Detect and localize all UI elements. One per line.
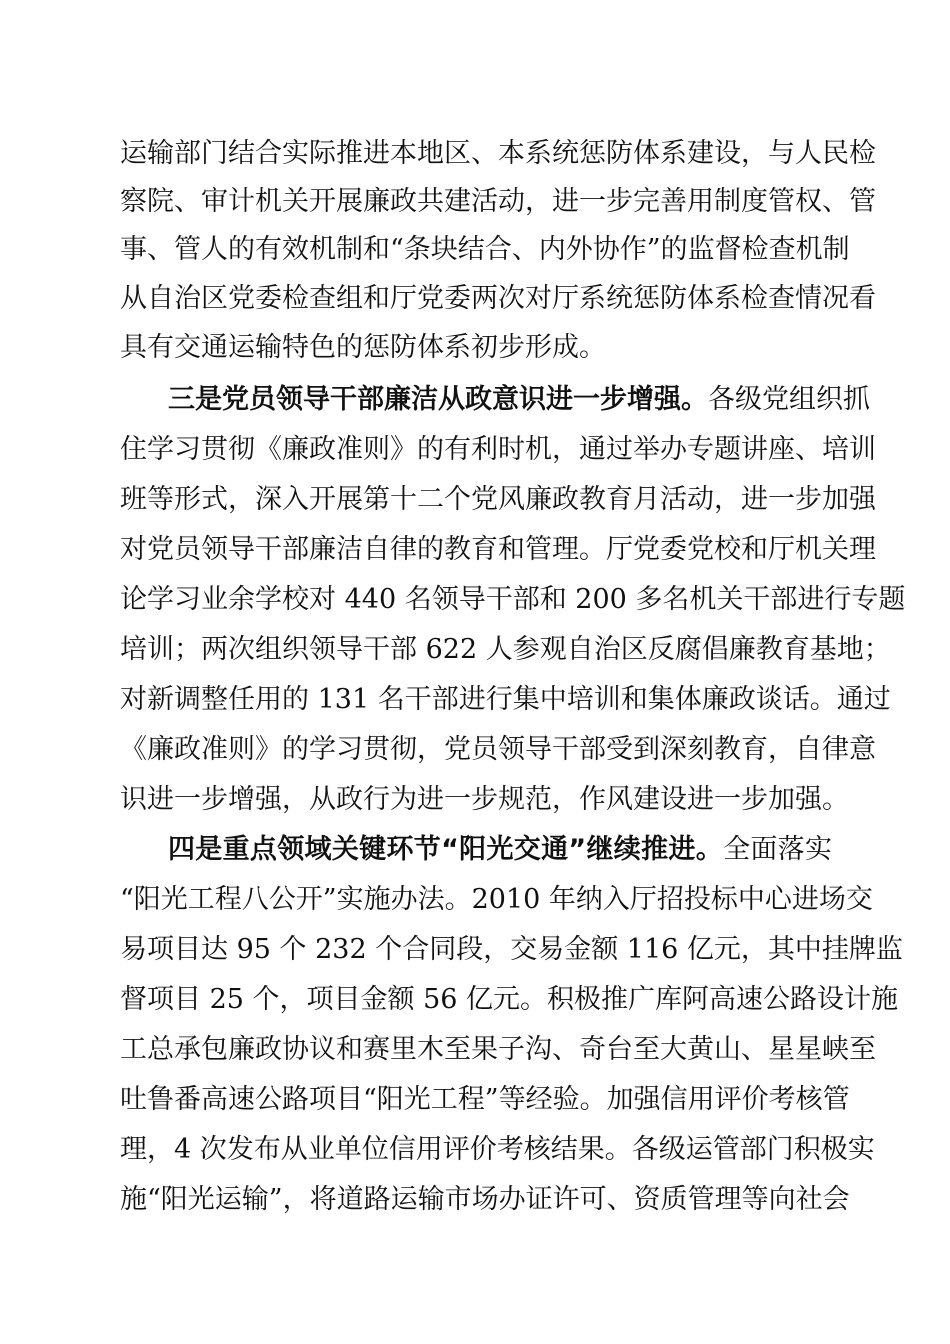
paragraph-line: 吐鲁番高速公路项目“阳光工程”等经验。加强信用评价考核管 (120, 1084, 850, 1115)
paragraph-line: 对党员领导干部廉洁自律的教育和管理。厅党委党校和厅机关理 (120, 534, 876, 565)
paragraph-line: 对新调整任用的 131 名干部进行集中培训和集体廉政谈话。通过 (120, 684, 891, 715)
paragraph-line: 易项目达 95 个 232 个合同段，交易金额 116 亿元，其中挂牌监 (120, 934, 903, 965)
paragraph-line: 论学习业余学校对 440 名领导干部和 200 多名机关干部进行专题 (120, 584, 906, 615)
paragraph-line: 《廉政准则》的学习贯彻，党员领导干部受到深刻教育，自律意 (120, 734, 876, 765)
paragraph-line: 施“阳光运输”，将道路运输市场办证许可、资质管理等向社会 (120, 1184, 850, 1215)
paragraph-line: 从自治区党委检查组和厅党委两次对厅系统惩防体系检查情况看 (120, 283, 876, 314)
paragraph-line: 事、管人的有效机制和“条块结合、内外协作”的监督检查机制 (120, 234, 850, 265)
paragraph-line: 理，4 次发布从业单位信用评价考核结果。各级运管部门积极实 (120, 1134, 875, 1165)
paragraph-text: 全面落实 (723, 834, 832, 865)
paragraph-line: 工总承包廉政协议和赛里木至果子沟、奇台至大黄山、星星峡至 (120, 1034, 876, 1065)
paragraph-line: 培训；两次组织领导干部 622 人参观自治区反腐倡廉教育基地； (120, 634, 891, 665)
paragraph-first-line (168, 830, 832, 870)
paragraph-line: 班等形式，深入开展第十二个党风廉政教育月活动，进一步加强 (120, 484, 876, 515)
paragraph-text: 各级党组织抓 (708, 384, 870, 415)
paragraph-line: 察院、审计机关开展廉政共建活动，进一步完善用制度管权、管 (120, 186, 876, 217)
paragraph-line: 督项目 25 个，项目金额 56 亿元。积极推广库阿高速公路设计施 (120, 984, 899, 1015)
paragraph-line: 住学习贯彻《廉政准则》的有利时机，通过举办专题讲座、培训 (120, 434, 876, 465)
paragraph-line: “阳光工程八公开”实施办法。2010 年纳入厅招投标中心进场交 (120, 884, 873, 915)
paragraph-line: 具有交通运输特色的惩防体系初步形成。 (120, 332, 606, 363)
paragraph-first-line (168, 380, 870, 420)
section-heading: 三是党员领导干部廉洁从政意识进一步增强。 (168, 384, 708, 415)
paragraph-line: 运输部门结合实际推进本地区、本系统惩防体系建设，与人民检 (120, 138, 876, 169)
paragraph-line: 识进一步增强，从政行为进一步规范，作风建设进一步加强。 (120, 784, 849, 815)
section-heading: 四是重点领域关键环节“阳光交通”继续推进。 (168, 834, 724, 865)
